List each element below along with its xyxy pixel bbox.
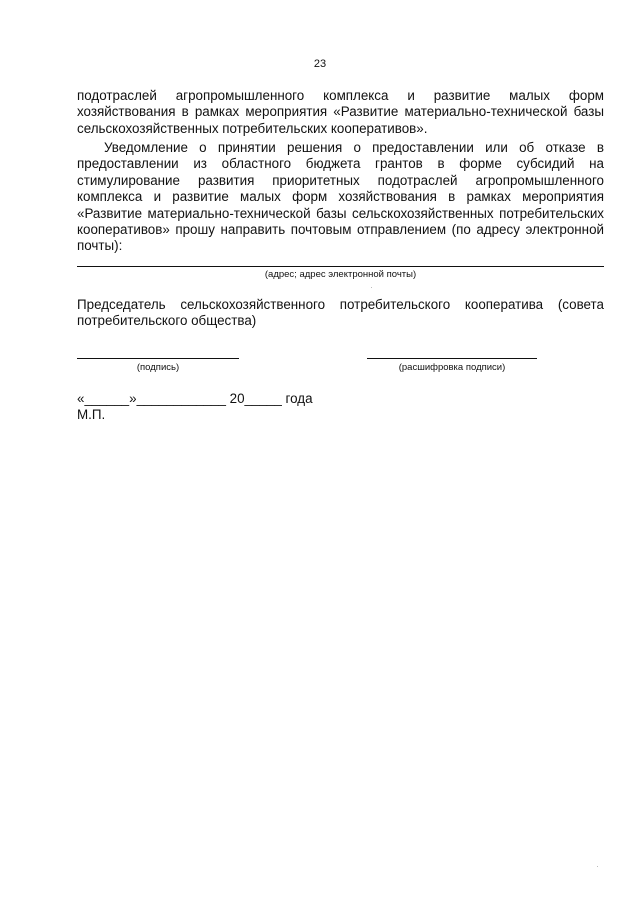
paragraph-continuation: подотраслей агропромышленного комплекса и развитие малых форм хозяйствования в рамках мероприятия «Развитие материально-технической базы сельскохозяйственных потребительских кооперативов». (77, 88, 604, 136)
address-line (77, 266, 604, 267)
scan-speck (597, 866, 598, 867)
seal-label: М.П. (77, 407, 106, 422)
signature-decode-line (367, 358, 537, 359)
chairman-text: Председатель сельскохозяйственного потребительского кооператива (совета потребительского общества) (77, 297, 604, 329)
signature-caption: (подпись) (136, 362, 180, 373)
notification-paragraph: Уведомление о принятии решения о предоставлении или об отказе в предоставлении из областного бюджета грантов в форме субсидий на стимулирование развития приоритетных подотраслей агропромышленного комплекса и развитие малых форм хозяйствования в рамках мероприятия «Развитие материально-технической базы сельскохозяйственных потребительских кооперативов» прошу направить почтовым отправлением (по адресу электронной почты): (77, 140, 604, 254)
signature-decode-caption: (расшифровка подписи) (398, 362, 506, 373)
scan-speck (371, 287, 372, 288)
address-caption: (адрес; адрес электронной почты) (264, 269, 417, 280)
date-line: «______»____________ 20_____ года (77, 391, 313, 406)
page-number: 23 (313, 58, 327, 70)
signature-line (77, 358, 239, 359)
